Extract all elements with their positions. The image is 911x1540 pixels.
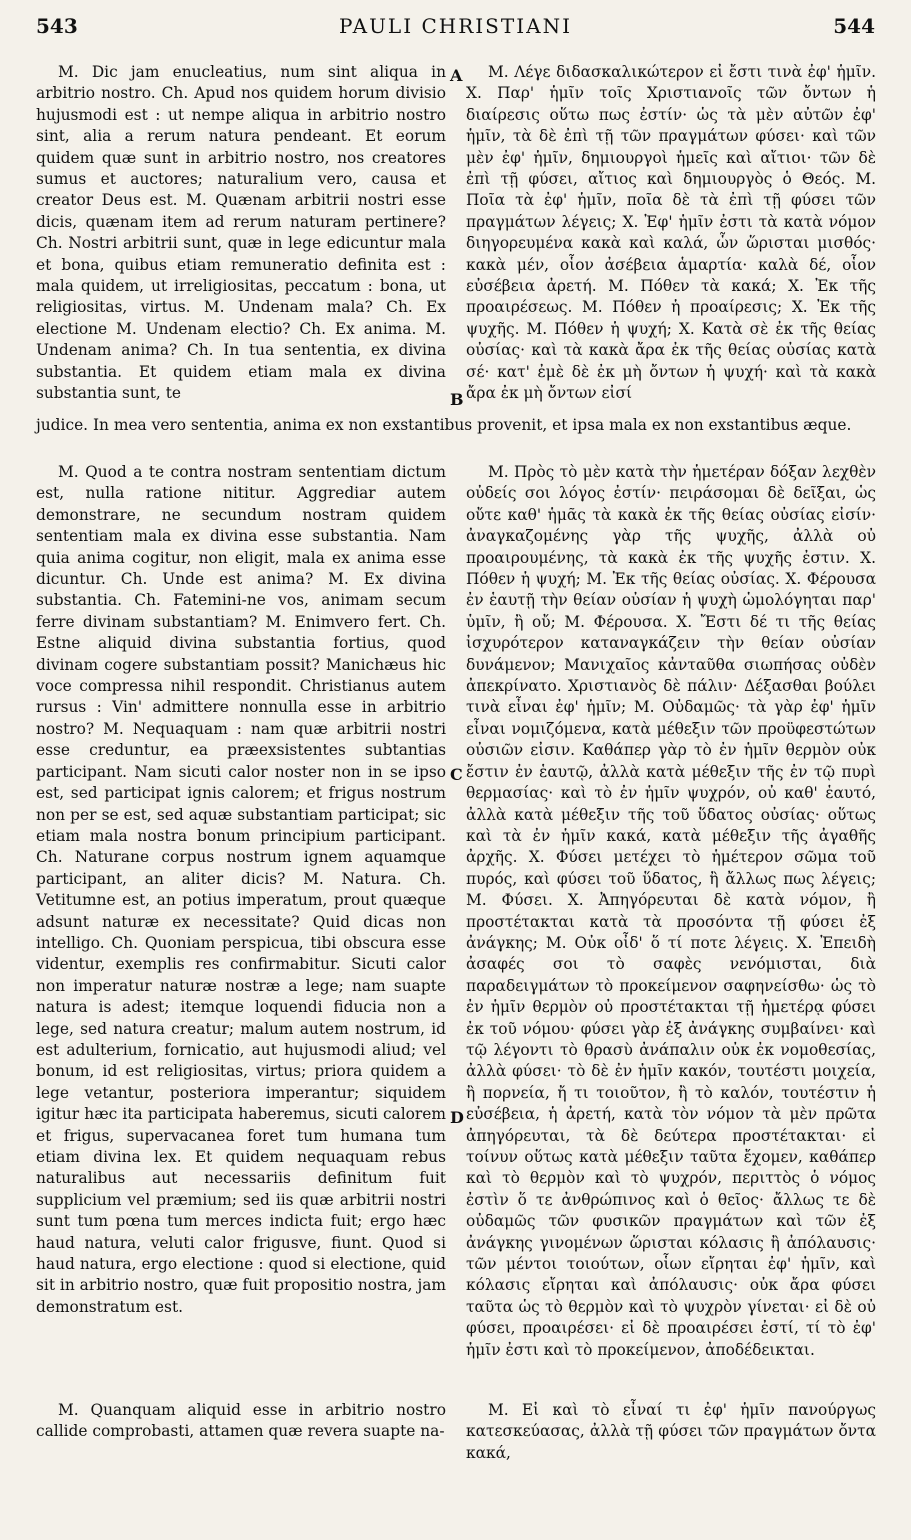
page-number-right: 544 — [833, 14, 875, 38]
greek-column-block-3 — [466, 1400, 876, 1464]
margin-letter-b: B — [450, 390, 464, 409]
greek-paragraph-3: M. Εἰ καὶ τὸ εἶναί τι ἐφ' ἡμῖν πανούργως κατεσκεύασας, ἀλλὰ τῇ φύσει τῶν πραγμάτων ὄντα κακά, — [466, 1401, 876, 1462]
latin-paragraph-1: M. Dic jam enucleatius, num sint aliqua in arbitrio nostro. Ch. Apud nos quidem horum divisio hujusmodi est : ut nempe aliqua in arbitrio nostro sint, alia a rerum natura pendeant. Et eorum quidem quæ sunt in arbitrio nostro, nos creatores sumus et auctores; naturalium vero, causa et creator Deus est. M. Quænam arbitrii nostri esse dicis, quænam item ad rerum naturam pertinere? Ch. Nostri arbitrii sunt, quæ in lege edicuntur mala et bona, quibus etiam remuneratio definita est : mala quidem, ut irreligiositas, peccatum : bona, ut religiositas, virtus. M. Undenam mala? Ch. Ex electione M. Undenam electio? Ch. Ex anima. M. Undenam anima? Ch. In tua sententia, ex divina substantia. Et quidem etiam mala ex divina substantia sunt, te — [36, 63, 446, 403]
margin-letter-a: A — [450, 66, 463, 85]
margin-letter-d: D — [450, 1108, 464, 1127]
page-header — [0, 14, 911, 44]
greek-column-block-2 — [466, 462, 876, 1361]
latin-paragraph-2: M. Quod a te contra nostram sententiam dictum est, nulla ratione nititur. Aggrediar autem demonstrare, ne secundum nostram quidem sententiam mala ex divina esse substantia. Nam quia anima cogitur, non eligit, mala ex anima esse dicuntur. Ch. Unde est anima? M. Ex divina substantia. Ch. Fatemini-ne vos, animam secum ferre divinam substantiam? M. Enimvero fert. Ch. Estne aliquid divina substantia fortius, quod divinam cogere substantiam possit? Manichæus hic voce compressa nihil respondit. Christianus autem rursus : Vin' admittere nonnulla esse in arbitrio nostro? M. Nequaquam : nam quæ arbitrii nostri esse creduntur, ea præexsistentes subtantias participant. Nam sicuti calor noster non in se ipso est, sed participat ignis calorem; et frigus nostrum non per se est, sed aquæ substantiam participat; sic etiam mala nostra bonum principium participant. Ch. Naturane corpus nostrum ignem aquamque participant, an aliter dicis? M. Natura. Ch. Vetitumne est, an potius imperatum, prout quæque adsunt naturæ ex necessitate? Quid dicas non intelligo. Ch. Quoniam perspicua, tibi obscura esse videntur, exemplis res confirmabitur. Sicuti calor non imperatur naturæ nostræ a lege; nam suapte natura is adest; itemque loquendi fiducia non a lege, sed natura creatur; malum autem nostrum, id est adulterium, fornicatio, aut hujusmodi aliud; vel bonum, id est religiositas, virtus; priora quidem a lege vetantur, posteriora imperantur; siquidem igitur hæc ita participata haberemus, sicuti calorem et frigus, supervacanea foret tum humana tum etiam divina lex. Et quidem nequaquam rebus naturalibus aut necessariis definitum fuit supplicium vel præmium; sed iis quæ arbitrii nostri sunt tum pœna tum merces indicta fuit; ergo hæc haud natura, veluti calor frigusve, fiunt. Quod si haud natura, ergo electione : quod si electione, quid sit in arbitrio nostro, quæ fuit propositio nostra, jam demonstratum est. — [36, 463, 446, 1316]
full-width-continuation: judice. In mea vero sententia, anima ex non exstantibus provenit, et ipsa mala ex non exstantibus æque. — [36, 416, 852, 434]
latin-column-block-3 — [36, 1400, 446, 1443]
margin-letter-c: C — [450, 765, 463, 784]
greek-paragraph-1: M. Λέγε διδασκαλικώτερον εἰ ἔστι τινὰ ἐφ' ἡμῖν. Χ. Παρ' ἡμῖν τοῖς Χριστιανοῖς τῶν ὄντων ἡ διαίρεσις οὕτω πως ἐστίν· ὡς τὰ μὲν αὐτῶν ἐφ' ἡμῖν, τὰ δὲ ἐπὶ τῇ τῶν πραγμάτων φύσει· καὶ τῶν μὲν ἐφ' ἡμῖν, δημιουργοὶ ἡμεῖς καὶ αἴτιοι· τῶν δὲ ἐπὶ τῇ φύσει, αἴτιος καὶ δημιουργὸς ὁ Θεός. Μ. Ποῖα τὰ ἐφ' ἡμῖν, ποῖα δὲ τὰ ἐπὶ τῇ φύσει τῶν πραγμάτων λέγεις; Χ. Ἐφ' ἡμῖν ἐστι τὰ κατὰ νόμον διηγορευμένα κακὰ καὶ καλά, ὧν ὥρισται μισθός· κακὰ μέν, οἷον ἀσέβεια ἁμαρτία· καλὰ δέ, οἷον εὐσέβεια ἀρετή. Μ. Πόθεν τὰ κακά; Χ. Ἐκ τῆς προαιρέσεως. Μ. Πόθεν ἡ προαίρεσις; Χ. Ἐκ τῆς ψυχῆς. Μ. Πόθεν ἡ ψυχή; Χ. Κατὰ σὲ ἐκ τῆς θείας οὐσίας· καὶ τὰ κακὰ ἄρα ἐκ τῆς θείας οὐσίας κατὰ σέ· κατ' ἐμὲ δὲ ἐκ μὴ ὄντων ἡ ψυχή· καὶ τὰ κακὰ ἄρα ἐκ μὴ ὄντων εἰσί — [466, 63, 876, 403]
latin-paragraph-3: M. Quanquam aliquid esse in arbitrio nostro callide comprobasti, attamen quæ revera suapte na- — [36, 1401, 446, 1441]
greek-column-block-1 — [466, 62, 876, 405]
running-title: PAULI CHRISTIANI — [339, 14, 572, 38]
page-number-left: 543 — [36, 14, 78, 38]
latin-column-block-1 — [36, 62, 446, 405]
greek-paragraph-2: M. Πρὸς τὸ μὲν κατὰ τὴν ἡμετέραν δόξαν λεχθὲν οὐδείς σοι λόγος ἐστίν· πειράσομαι δὲ δεῖξαι, ὡς οὔτε καθ' ἡμᾶς τὰ κακὰ ἐκ τῆς θείας οὐσίας εἰσίν· ἀναγκαζομένης γὰρ τῆς ψυχῆς, ἀλλὰ οὐ προαιρουμένης, τὰ κακὰ ἐκ τῆς ψυχῆς ἐστιν. Χ. Πόθεν ἡ ψυχή; Μ. Ἐκ τῆς θείας οὐσίας. Χ. Φέρουσα ἐν ἑαυτῇ τὴν θείαν οὐσίαν ἡ ψυχὴ ὡμολόγηται παρ' ὑμῖν, ἢ οὔ; Μ. Φέρουσα. Χ. Ἔστι δέ τι τῆς θείας ἰσχυρότερον καταναγκάζειν τὴν θείαν οὐσίαν δυνάμενον; Μανιχαῖος κἀνταῦθα σιωπήσας οὐδὲν ἀπεκρίνατο. Χριστιανὸς δὲ πάλιν· Δέξασθαι βούλει τινὰ εἶναι ἐφ' ἡμῖν; Μ. Οὐδαμῶς· τὰ γὰρ ἐφ' ἡμῖν εἶναι νομιζόμενα, κατὰ μέθεξιν τῶν προϋφεστώτων οὐσιῶν εἰσιν. Καθάπερ γὰρ τὸ ἐν ἡμῖν θερμὸν οὐκ ἔστιν ἐν ἑαυτῷ, ἀλλὰ κατὰ μέθεξιν τῆς ἐν τῷ πυρὶ θερμασίας· καὶ τὸ ἐν ἡμῖν ψυχρόν, οὐ καθ' ἑαυτό, ἀλλὰ κατὰ μέθεξιν τῆς τοῦ ὕδατος οὐσίας· οὕτως καὶ τὰ ἐν ἡμῖν κακά, κατὰ μέθεξιν τῆς ἀγαθῆς ἀρχῆς. Χ. Φύσει μετέχει τὸ ἡμέτερον σῶμα τοῦ πυρός, καὶ φύσει τοῦ ὕδατος, ἢ ἄλλως πως λέγεις; Μ. Φύσει. Χ. Ἀπηγόρευται δὲ κατὰ νόμον, ἢ προστέτακται κατὰ τὰ προσόντα τῇ φύσει ἐξ ἀνάγκης; Μ. Οὐκ οἶδ' ὅ τί ποτε λέγεις. Χ. Ἐπειδὴ ἀσαφές σοι τὸ σαφὲς νενόμισται, διὰ παραδειγμάτων τὸ προκείμενον σαφηνείσθω· ὡς τὸ ἐν ἡμῖν θερμὸν οὐ προστέτακται τῇ ἡμετέρᾳ φύσει ἐκ τοῦ νόμου· φύσει γὰρ ἐξ ἀνάγκης συμβαίνει· καὶ τῷ λέγοντι τὸ θρασὺ ἀνάπαλιν οὐκ ἐκ νομοθεσίας, ἀλλὰ φύσει· τὸ δὲ ἐν ἡμῖν κακόν, τουτέστι μοιχεία, ἢ πορνεία, ἤ τι τοιοῦτον, ἢ τὸ καλόν, τουτέστιν ἡ εὐσέβεια, ἡ ἀρετή, κατὰ τὸν νόμον τὰ μὲν πρῶτα ἀπηγόρευται, τὰ δὲ δεύτερα προστέτακται· εἰ τοίνυν οὕτως κατὰ μέθεξιν ταῦτα ἔχομεν, καθάπερ καὶ τὸ θερμὸν καὶ τὸ ψυχρόν, περιττὸς ὁ νόμος ἐστὶν ὅ τε ἀνθρώπινος καὶ ὁ θεῖος· ἄλλως τε δὲ οὐδαμῶς τῶν φυσικῶν πραγμάτων καὶ τῶν ἐξ ἀνάγκης γινομένων ὥρισται κόλασις ἢ ἀπόλαυσις· τῶν μέντοι τοιούτων, οἷων εἴρηται ἐφ' ἡμῖν, καὶ κόλασις εἴρηται καὶ ἀπόλαυσις· οὐκ ἄρα φύσει ταῦτα ὡς τὸ θερμὸν καὶ τὸ ψυχρὸν γίνεται· εἰ δὲ οὐ φύσει, προαιρέσει· εἰ δὲ προαιρέσει ἐστί, τί τὸ ἐφ' ἡμῖν ἐστι καὶ τὸ προκείμενον, ἀποδέδεικται. — [466, 463, 876, 1359]
latin-column-block-2 — [36, 462, 446, 1318]
